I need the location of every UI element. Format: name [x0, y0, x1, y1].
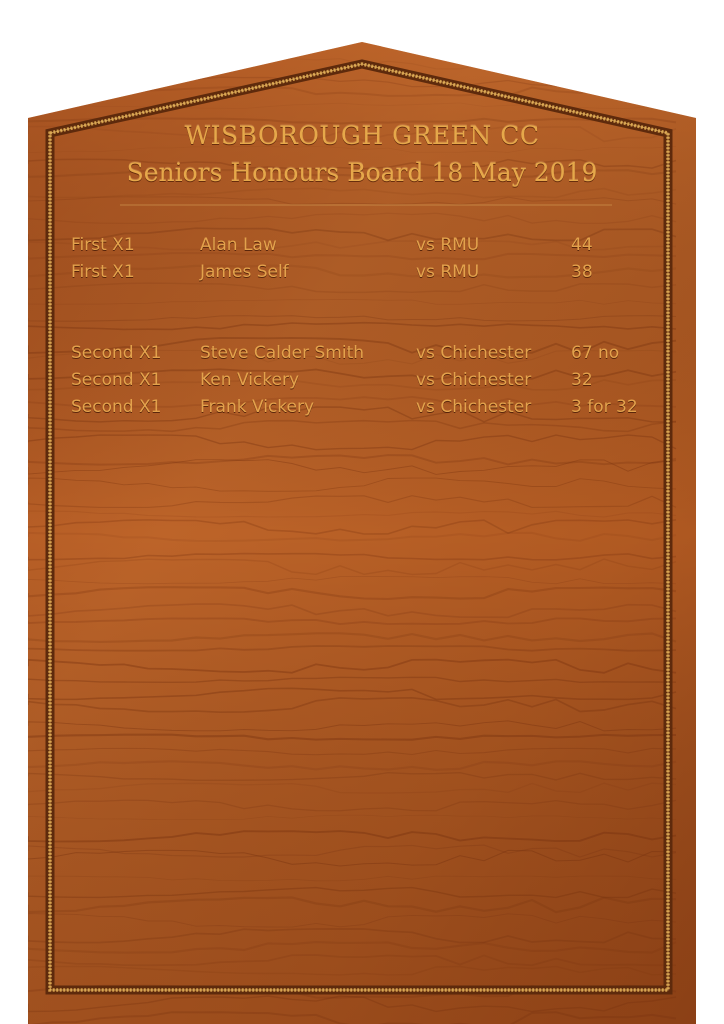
score-cell: 38 — [571, 262, 593, 282]
score-cell: 44 — [571, 235, 593, 255]
board-subtitle: Seniors Honours Board 18 May 2019 — [126, 158, 598, 187]
opponent-cell: vs Chichester — [416, 397, 532, 417]
team-cell: First X1 — [71, 262, 135, 282]
team-cell: Second X1 — [71, 397, 162, 417]
player-name-cell: Alan Law — [200, 235, 277, 255]
score-cell: 32 — [571, 370, 593, 390]
team-cell: Second X1 — [71, 370, 162, 390]
score-cell: 3 for 32 — [571, 397, 638, 417]
opponent-cell: vs RMU — [416, 235, 480, 255]
club-title: WISBOROUGH GREEN CC — [184, 121, 540, 150]
opponent-cell: vs Chichester — [416, 370, 532, 390]
player-name-cell: Frank Vickery — [200, 397, 315, 417]
player-name-cell: Ken Vickery — [200, 370, 300, 390]
score-cell: 67 no — [571, 343, 620, 363]
team-cell: First X1 — [71, 235, 135, 255]
player-name-cell: James Self — [200, 262, 289, 282]
opponent-cell: vs Chichester — [416, 343, 532, 363]
team-cell: Second X1 — [71, 343, 162, 363]
player-name-cell: Steve Calder Smith — [200, 343, 365, 363]
opponent-cell: vs RMU — [416, 262, 480, 282]
